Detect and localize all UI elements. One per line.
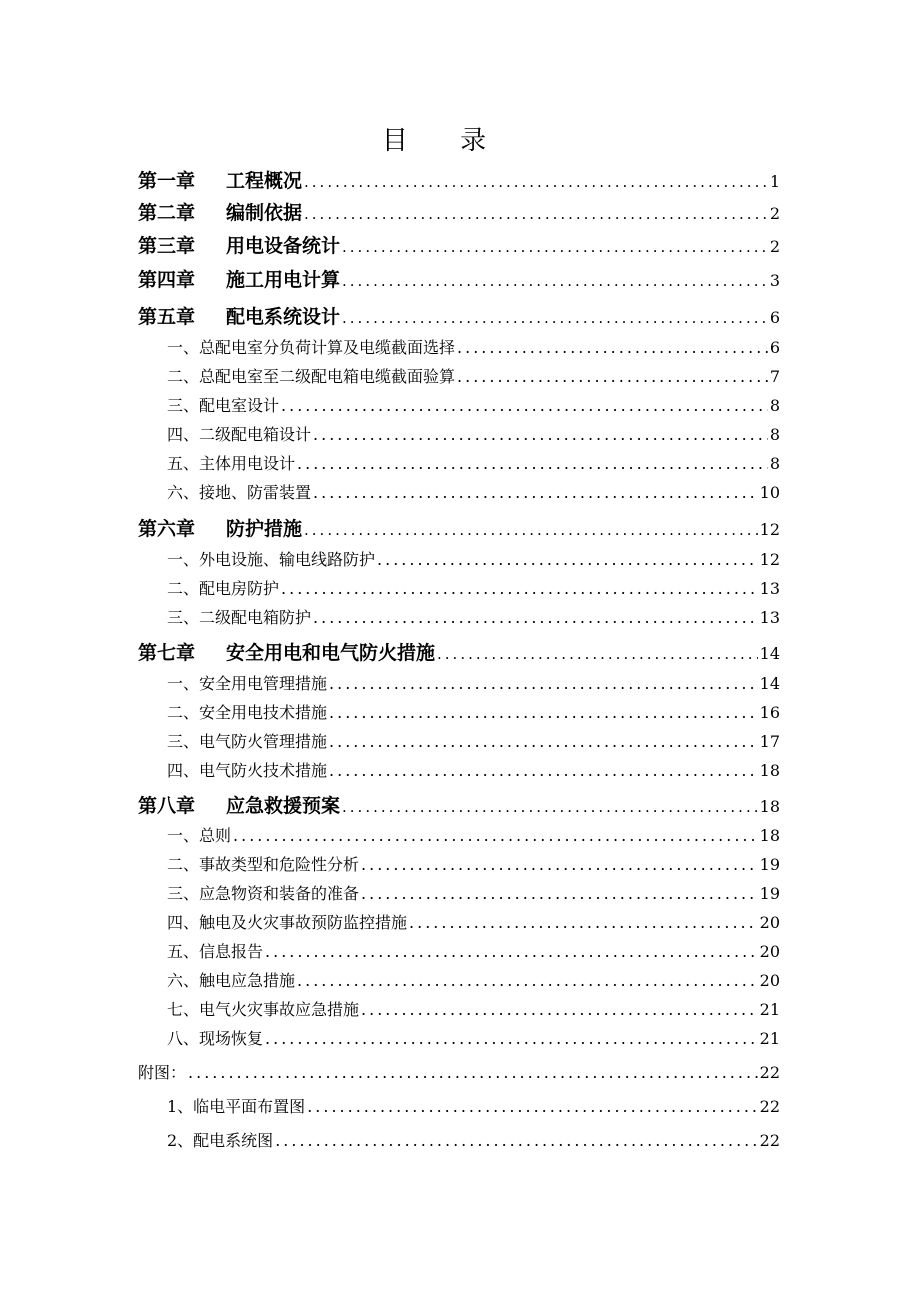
page-number: 7 — [769, 367, 780, 386]
page-number: 18 — [759, 797, 780, 816]
dot-leader — [329, 732, 758, 751]
toc-entry-section — [167, 576, 780, 599]
page-number: 14 — [759, 674, 780, 693]
toc-entry-title — [167, 852, 359, 875]
toc-entry-title — [138, 638, 435, 665]
page-number: 12 — [759, 520, 780, 539]
dot-leader — [304, 521, 758, 539]
page-number: 21 — [759, 1000, 780, 1019]
page-number: 2 — [769, 204, 780, 223]
toc-entry-title — [167, 968, 295, 991]
toc-entry-title — [167, 480, 311, 503]
page-number: 10 — [759, 483, 780, 502]
toc-entry-section — [167, 364, 780, 387]
toc-entry-title — [167, 823, 231, 846]
toc-entry-chapter — [138, 791, 780, 818]
page-number: 2 — [769, 237, 780, 256]
dot-leader — [329, 703, 758, 722]
toc-entry-label: 工程概况 — [226, 170, 303, 192]
toc-entry-label: 应急救援预案 — [226, 795, 341, 817]
dot-leader — [188, 1063, 758, 1082]
toc-entry-title — [167, 729, 327, 752]
page-number: 3 — [769, 271, 780, 290]
dot-leader — [313, 483, 758, 502]
toc-entry-section — [167, 939, 780, 962]
dot-leader — [342, 309, 768, 327]
toc-entry-title — [138, 791, 340, 818]
dot-leader — [457, 367, 768, 386]
dot-leader — [265, 942, 758, 961]
toc-entry-label: 二、配电房防护 — [167, 579, 280, 598]
toc-entry-title — [167, 700, 327, 723]
toc-entry-section — [167, 881, 780, 904]
toc-entry-appendix — [138, 1060, 780, 1083]
page-number: 16 — [759, 703, 780, 722]
toc-entry-chapter — [138, 514, 780, 541]
page-number: 1 — [769, 172, 780, 191]
toc-entry-section — [167, 605, 780, 628]
toc-entry-title — [138, 302, 340, 329]
chapter-number: 第六章 — [138, 518, 196, 540]
toc-entry-section — [167, 729, 780, 752]
chapter-number: 第八章 — [138, 795, 196, 817]
page-number: 22 — [759, 1097, 780, 1116]
toc-entry-title — [138, 231, 340, 258]
dot-leader — [297, 971, 758, 990]
toc-entry-title — [138, 1060, 186, 1083]
toc-entry-title — [138, 198, 302, 225]
page-number: 18 — [759, 761, 780, 780]
toc-entry-label: 配电系统设计 — [226, 306, 341, 328]
toc-entry-chapter — [138, 302, 780, 329]
dot-leader — [329, 674, 758, 693]
dot-leader — [304, 205, 768, 223]
dot-leader — [313, 425, 768, 444]
toc-entry-chapter — [138, 265, 780, 292]
toc-entry-section — [167, 547, 780, 570]
toc-entry-title — [138, 166, 302, 193]
page-number: 20 — [759, 913, 780, 932]
toc-entry-label: 八、现场恢复 — [167, 1029, 264, 1048]
toc-entry-title — [138, 265, 340, 292]
toc-entry-label: 四、触电及火灾事故预防监控措施 — [167, 913, 408, 932]
toc-entry-label: 一、安全用电管理措施 — [167, 674, 328, 693]
chapter-number: 第一章 — [138, 170, 196, 192]
toc-entry-label: 二、总配电室至二级配电箱电缆截面验算 — [167, 367, 456, 386]
page-number: 6 — [769, 308, 780, 327]
chapter-number: 第七章 — [138, 642, 196, 664]
dot-leader — [304, 173, 768, 191]
toc-entry-label: 安全用电和电气防火措施 — [226, 642, 436, 664]
toc-entry-label: 六、接地、防雷装置 — [167, 483, 312, 502]
page-number: 8 — [769, 454, 780, 473]
toc-entry-title — [138, 514, 302, 541]
dot-leader — [437, 645, 758, 663]
page-number: 17 — [759, 732, 780, 751]
toc-entry-chapter — [138, 638, 780, 665]
toc-entry-section — [167, 671, 780, 694]
page-number: 12 — [759, 550, 780, 569]
chapter-number: 第二章 — [138, 202, 196, 224]
page-number: 8 — [769, 425, 780, 444]
chapter-number: 第三章 — [138, 235, 196, 257]
toc-entry-label: 三、应急物资和装备的准备 — [167, 884, 360, 903]
toc-entry-title — [167, 547, 375, 570]
page-number: 13 — [759, 579, 780, 598]
toc-entry-label: 三、二级配电箱防护 — [167, 608, 312, 627]
page-number: 19 — [759, 855, 780, 874]
toc-entry-title — [167, 335, 455, 358]
toc-entry-label: 二、事故类型和危险性分析 — [167, 855, 360, 874]
toc-entry-section — [167, 910, 780, 933]
page-number: 22 — [759, 1063, 780, 1082]
toc-entry-title — [167, 997, 359, 1020]
toc-entry-label: 五、信息报告 — [167, 942, 264, 961]
page-number: 6 — [769, 338, 780, 357]
dot-leader — [297, 454, 768, 473]
dot-leader — [342, 798, 758, 816]
toc-entry-label: 一、总配电室分负荷计算及电缆截面选择 — [167, 338, 456, 357]
toc-entry-label: 五、主体用电设计 — [167, 454, 296, 473]
toc-entry-label: 一、外电设施、输电线路防护 — [167, 550, 376, 569]
toc-entry-title — [167, 576, 279, 599]
toc-entry-label: 三、电气防火管理措施 — [167, 732, 328, 751]
dot-leader — [409, 913, 758, 932]
page-number: 14 — [759, 644, 780, 663]
toc-entry-label: 用电设备统计 — [226, 235, 341, 257]
toc-entry-section — [167, 968, 780, 991]
toc-entry-section — [167, 480, 780, 503]
dot-leader — [329, 761, 758, 780]
dot-leader — [361, 855, 758, 874]
toc-entry-title — [167, 671, 327, 694]
page-number: 8 — [769, 396, 780, 415]
toc-entry-title — [167, 939, 263, 962]
toc-entry-label: 四、二级配电箱设计 — [167, 425, 312, 444]
dot-leader — [265, 1029, 758, 1048]
toc-entry-chapter — [138, 198, 780, 225]
toc-entry-section — [167, 997, 780, 1020]
toc-entry-title — [167, 758, 327, 781]
toc-entry-section — [167, 1094, 780, 1117]
toc-entry-label: 四、电气防火技术措施 — [167, 761, 328, 780]
toc-title: 目 录 — [381, 126, 509, 156]
chapter-number: 第五章 — [138, 306, 196, 328]
dot-leader — [342, 238, 768, 256]
toc-entry-label: 编制依据 — [226, 202, 303, 224]
toc-entry-title — [167, 422, 311, 445]
toc-entry-title — [167, 1128, 273, 1151]
toc-entry-label: 2、配电系统图 — [167, 1131, 274, 1150]
dot-leader — [275, 1131, 757, 1150]
toc-entry-title — [167, 910, 407, 933]
dot-leader — [281, 396, 768, 415]
dot-leader — [361, 884, 758, 903]
toc-entry-chapter — [138, 231, 780, 258]
toc-entry-title — [167, 393, 279, 416]
chapter-number: 第四章 — [138, 269, 196, 291]
toc-entry-chapter — [138, 166, 780, 193]
toc-entry-section — [167, 1128, 780, 1151]
toc-entry-label: 六、触电应急措施 — [167, 971, 296, 990]
dot-leader — [233, 826, 758, 845]
page-number: 22 — [759, 1131, 780, 1150]
toc-entry-title — [167, 881, 359, 904]
page-number: 19 — [759, 884, 780, 903]
toc-entry-label: 施工用电计算 — [226, 269, 341, 291]
toc-entry-title — [167, 1094, 305, 1117]
toc-entry-section — [167, 422, 780, 445]
toc-entry-section — [167, 758, 780, 781]
toc-entry-label: 二、安全用电技术措施 — [167, 703, 328, 722]
toc-entry-section — [167, 335, 780, 358]
toc-entry-label: 1、临电平面布置图 — [167, 1097, 306, 1116]
toc-entry-section — [167, 823, 780, 846]
toc-entry-title — [167, 1026, 263, 1049]
toc-entry-section — [167, 393, 780, 416]
dot-leader — [457, 338, 768, 357]
toc-entry-section — [167, 700, 780, 723]
toc-entry-title — [167, 451, 295, 474]
toc-entry-label: 三、配电室设计 — [167, 396, 280, 415]
page-number: 20 — [759, 942, 780, 961]
page-number: 13 — [759, 608, 780, 627]
toc-entry-label: 防护措施 — [226, 518, 303, 540]
dot-leader — [281, 579, 758, 598]
dot-leader — [377, 550, 758, 569]
toc-entry-section — [167, 852, 780, 875]
dot-leader — [361, 1000, 758, 1019]
page-number: 18 — [759, 826, 780, 845]
dot-leader — [313, 608, 758, 627]
toc-entry-section — [167, 451, 780, 474]
dot-leader — [307, 1097, 757, 1116]
toc-entry-section — [167, 1026, 780, 1049]
toc-entry-label: 七、电气火灾事故应急措施 — [167, 1000, 360, 1019]
toc-entry-label: 附图： — [138, 1063, 187, 1082]
toc-entry-title — [167, 605, 311, 628]
toc-entry-title — [167, 364, 455, 387]
page-number: 21 — [759, 1029, 780, 1048]
page-number: 20 — [759, 971, 780, 990]
dot-leader — [342, 272, 768, 290]
toc-entry-label: 一、总则 — [167, 826, 232, 845]
